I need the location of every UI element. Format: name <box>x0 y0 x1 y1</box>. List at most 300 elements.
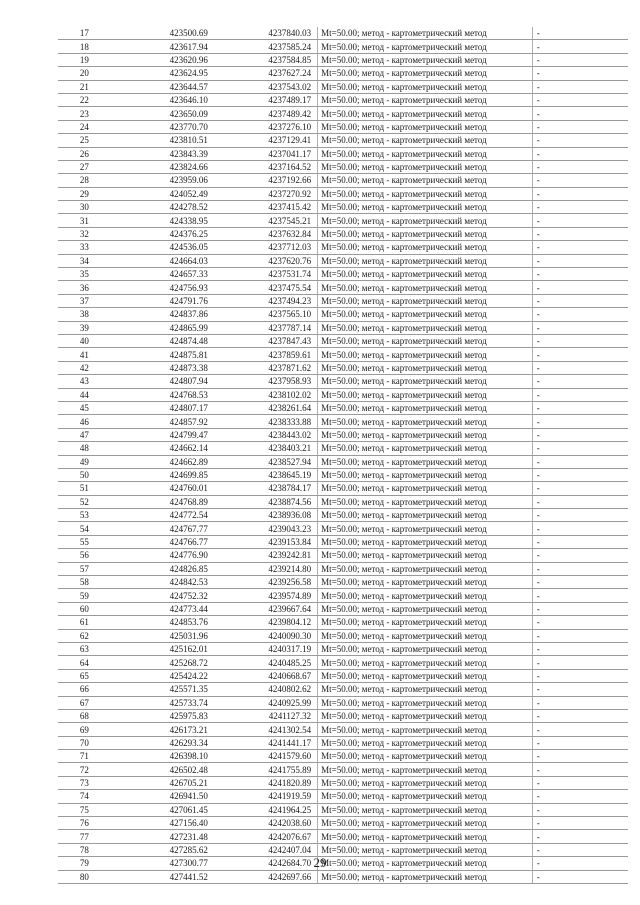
y-coordinate-cell: 4239256.58 <box>214 576 318 589</box>
point-number-cell: 45 <box>58 401 111 414</box>
table-row <box>58 589 628 602</box>
empty-value-cell: - <box>532 27 628 40</box>
empty-value-cell: - <box>532 509 628 522</box>
point-number-cell: 60 <box>58 602 111 615</box>
point-number-cell: 52 <box>58 495 111 508</box>
method-cell: Mt=50.00; метод - картометрический метод <box>318 308 533 321</box>
y-coordinate-cell: 4237787.14 <box>214 321 318 334</box>
table-row <box>58 870 628 883</box>
empty-value-cell: - <box>532 442 628 455</box>
empty-value-cell: - <box>532 669 628 682</box>
table-row <box>58 160 628 173</box>
empty-value-cell: - <box>532 576 628 589</box>
y-coordinate-cell: 4237620.76 <box>214 254 318 267</box>
method-cell: Mt=50.00; метод - картометрический метод <box>318 401 533 414</box>
point-number-cell: 48 <box>58 442 111 455</box>
empty-value-cell: - <box>532 334 628 347</box>
point-number-cell: 26 <box>58 147 111 160</box>
x-coordinate-cell: 423650.09 <box>111 107 214 120</box>
table-row <box>58 656 628 669</box>
method-cell: Mt=50.00; метод - картометрический метод <box>318 442 533 455</box>
method-cell: Mt=50.00; метод - картометрический метод <box>318 817 533 830</box>
x-coordinate-cell: 424772.54 <box>111 509 214 522</box>
table-row <box>58 535 628 548</box>
method-cell: Mt=50.00; метод - картометрический метод <box>318 415 533 428</box>
y-coordinate-cell: 4241579.60 <box>214 750 318 763</box>
y-coordinate-cell: 4237475.54 <box>214 281 318 294</box>
y-coordinate-cell: 4239153.84 <box>214 535 318 548</box>
method-cell: Mt=50.00; метод - картометрический метод <box>318 334 533 347</box>
method-cell: Mt=50.00; метод - картометрический метод <box>318 227 533 240</box>
x-coordinate-cell: 424338.95 <box>111 214 214 227</box>
method-cell: Mt=50.00; метод - картометрический метод <box>318 241 533 254</box>
y-coordinate-cell: 4240090.30 <box>214 629 318 642</box>
y-coordinate-cell: 4238261.64 <box>214 401 318 414</box>
table-row <box>58 442 628 455</box>
method-cell: Mt=50.00; метод - картометрический метод <box>318 53 533 66</box>
table-row <box>58 790 628 803</box>
empty-value-cell: - <box>532 468 628 481</box>
empty-value-cell: - <box>532 589 628 602</box>
method-cell: Mt=50.00; метод - картометрический метод <box>318 776 533 789</box>
empty-value-cell: - <box>532 268 628 281</box>
table-row <box>58 562 628 575</box>
y-coordinate-cell: 4238443.02 <box>214 428 318 441</box>
empty-value-cell: - <box>532 495 628 508</box>
empty-value-cell: - <box>532 415 628 428</box>
empty-value-cell: - <box>532 642 628 655</box>
point-number-cell: 65 <box>58 669 111 682</box>
table-row <box>58 187 628 200</box>
point-number-cell: 35 <box>58 268 111 281</box>
method-cell: Mt=50.00; метод - картометрический метод <box>318 361 533 374</box>
x-coordinate-cell: 424657.33 <box>111 268 214 281</box>
empty-value-cell: - <box>532 535 628 548</box>
y-coordinate-cell: 4237489.42 <box>214 107 318 120</box>
point-number-cell: 58 <box>58 576 111 589</box>
method-cell: Mt=50.00; метод - картометрический метод <box>318 763 533 776</box>
point-number-cell: 59 <box>58 589 111 602</box>
y-coordinate-cell: 4241127.32 <box>214 709 318 722</box>
y-coordinate-cell: 4237543.02 <box>214 80 318 93</box>
x-coordinate-cell: 426502.48 <box>111 763 214 776</box>
method-cell: Mt=50.00; метод - картометрический метод <box>318 535 533 548</box>
table-row <box>58 683 628 696</box>
empty-value-cell: - <box>532 830 628 843</box>
y-coordinate-cell: 4240668.67 <box>214 669 318 682</box>
x-coordinate-cell: 425031.96 <box>111 629 214 642</box>
x-coordinate-cell: 424873.38 <box>111 361 214 374</box>
y-coordinate-cell: 4237840.03 <box>214 27 318 40</box>
y-coordinate-cell: 4237627.24 <box>214 67 318 80</box>
table-row <box>58 120 628 133</box>
empty-value-cell: - <box>532 361 628 374</box>
empty-value-cell: - <box>532 750 628 763</box>
point-number-cell: 43 <box>58 375 111 388</box>
table-row <box>58 53 628 66</box>
method-cell: Mt=50.00; метод - картометрический метод <box>318 160 533 173</box>
point-number-cell: 22 <box>58 93 111 106</box>
y-coordinate-cell: 4242407.04 <box>214 843 318 856</box>
table-row <box>58 803 628 816</box>
x-coordinate-cell: 424756.93 <box>111 281 214 294</box>
x-coordinate-cell: 424760.01 <box>111 482 214 495</box>
empty-value-cell: - <box>532 549 628 562</box>
x-coordinate-cell: 423644.57 <box>111 80 214 93</box>
x-coordinate-cell: 423500.69 <box>111 27 214 40</box>
x-coordinate-cell: 424773.44 <box>111 602 214 615</box>
x-coordinate-cell: 423843.39 <box>111 147 214 160</box>
method-cell: Mt=50.00; метод - картометрический метод <box>318 375 533 388</box>
point-number-cell: 44 <box>58 388 111 401</box>
point-number-cell: 40 <box>58 334 111 347</box>
method-cell: Mt=50.00; метод - картометрический метод <box>318 589 533 602</box>
x-coordinate-cell: 424752.32 <box>111 589 214 602</box>
y-coordinate-cell: 4237415.42 <box>214 201 318 214</box>
table-row <box>58 629 628 642</box>
empty-value-cell: - <box>532 134 628 147</box>
y-coordinate-cell: 4241302.54 <box>214 723 318 736</box>
empty-value-cell: - <box>532 857 628 870</box>
x-coordinate-cell: 425733.74 <box>111 696 214 709</box>
table-row <box>58 348 628 361</box>
table-row <box>58 27 628 40</box>
y-coordinate-cell: 4237871.62 <box>214 361 318 374</box>
y-coordinate-cell: 4237632.84 <box>214 227 318 240</box>
empty-value-cell: - <box>532 723 628 736</box>
method-cell: Mt=50.00; метод - картометрический метод <box>318 790 533 803</box>
method-cell: Mt=50.00; метод - картометрический метод <box>318 696 533 709</box>
y-coordinate-cell: 4238102.02 <box>214 388 318 401</box>
table-row <box>58 522 628 535</box>
table-row <box>58 616 628 629</box>
table-row <box>58 736 628 749</box>
point-number-cell: 75 <box>58 803 111 816</box>
table-row <box>58 334 628 347</box>
empty-value-cell: - <box>532 776 628 789</box>
method-cell: Mt=50.00; метод - картометрический метод <box>318 656 533 669</box>
table-row <box>58 80 628 93</box>
point-number-cell: 41 <box>58 348 111 361</box>
y-coordinate-cell: 4240485.25 <box>214 656 318 669</box>
empty-value-cell: - <box>532 562 628 575</box>
table-row <box>58 147 628 160</box>
y-coordinate-cell: 4237489.17 <box>214 93 318 106</box>
point-number-cell: 21 <box>58 80 111 93</box>
point-number-cell: 57 <box>58 562 111 575</box>
method-cell: Mt=50.00; метод - картометрический метод <box>318 509 533 522</box>
x-coordinate-cell: 427156.40 <box>111 817 214 830</box>
empty-value-cell: - <box>532 67 628 80</box>
empty-value-cell: - <box>532 254 628 267</box>
x-coordinate-cell: 423959.06 <box>111 174 214 187</box>
point-number-cell: 33 <box>58 241 111 254</box>
y-coordinate-cell: 4237276.10 <box>214 120 318 133</box>
x-coordinate-cell: 424865.99 <box>111 321 214 334</box>
coordinates-table-body <box>58 27 628 884</box>
x-coordinate-cell: 424699.85 <box>111 468 214 481</box>
y-coordinate-cell: 4237041.17 <box>214 147 318 160</box>
table-row <box>58 576 628 589</box>
table-row <box>58 40 628 53</box>
point-number-cell: 61 <box>58 616 111 629</box>
x-coordinate-cell: 423617.94 <box>111 40 214 53</box>
y-coordinate-cell: 4241755.89 <box>214 763 318 776</box>
y-coordinate-cell: 4241964.25 <box>214 803 318 816</box>
method-cell: Mt=50.00; метод - картометрический метод <box>318 843 533 856</box>
method-cell: Mt=50.00; метод - картометрический метод <box>318 709 533 722</box>
x-coordinate-cell: 424842.53 <box>111 576 214 589</box>
x-coordinate-cell: 427285.62 <box>111 843 214 856</box>
empty-value-cell: - <box>532 616 628 629</box>
x-coordinate-cell: 426705.21 <box>111 776 214 789</box>
point-number-cell: 62 <box>58 629 111 642</box>
point-number-cell: 19 <box>58 53 111 66</box>
point-number-cell: 31 <box>58 214 111 227</box>
empty-value-cell: - <box>532 80 628 93</box>
y-coordinate-cell: 4237859.61 <box>214 348 318 361</box>
y-coordinate-cell: 4237494.23 <box>214 294 318 307</box>
table-row <box>58 776 628 789</box>
coordinates-table <box>58 27 628 884</box>
point-number-cell: 63 <box>58 642 111 655</box>
empty-value-cell: - <box>532 147 628 160</box>
point-number-cell: 36 <box>58 281 111 294</box>
method-cell: Mt=50.00; метод - картометрический метод <box>318 134 533 147</box>
empty-value-cell: - <box>532 241 628 254</box>
empty-value-cell: - <box>532 455 628 468</box>
method-cell: Mt=50.00; метод - картометрический метод <box>318 736 533 749</box>
point-number-cell: 53 <box>58 509 111 522</box>
method-cell: Mt=50.00; метод - картометрический метод <box>318 120 533 133</box>
point-number-cell: 34 <box>58 254 111 267</box>
y-coordinate-cell: 4237545.21 <box>214 214 318 227</box>
y-coordinate-cell: 4238784.17 <box>214 482 318 495</box>
point-number-cell: 20 <box>58 67 111 80</box>
method-cell: Mt=50.00; метод - картометрический метод <box>318 602 533 615</box>
empty-value-cell: - <box>532 803 628 816</box>
method-cell: Mt=50.00; метод - картометрический метод <box>318 388 533 401</box>
empty-value-cell: - <box>532 294 628 307</box>
method-cell: Mt=50.00; метод - картометрический метод <box>318 27 533 40</box>
table-row <box>58 134 628 147</box>
x-coordinate-cell: 423620.96 <box>111 53 214 66</box>
x-coordinate-cell: 424278.52 <box>111 201 214 214</box>
y-coordinate-cell: 4237712.03 <box>214 241 318 254</box>
method-cell: Mt=50.00; метод - картометрический метод <box>318 254 533 267</box>
table-row <box>58 321 628 334</box>
table-row <box>58 495 628 508</box>
x-coordinate-cell: 424662.14 <box>111 442 214 455</box>
point-number-cell: 68 <box>58 709 111 722</box>
method-cell: Mt=50.00; метод - картометрический метод <box>318 294 533 307</box>
y-coordinate-cell: 4238403.21 <box>214 442 318 455</box>
method-cell: Mt=50.00; метод - картометрический метод <box>318 80 533 93</box>
method-cell: Mt=50.00; метод - картометрический метод <box>318 616 533 629</box>
x-coordinate-cell: 427441.52 <box>111 870 214 883</box>
y-coordinate-cell: 4237958.93 <box>214 375 318 388</box>
table-row <box>58 468 628 481</box>
table-row <box>58 549 628 562</box>
x-coordinate-cell: 424791.76 <box>111 294 214 307</box>
y-coordinate-cell: 4238645.19 <box>214 468 318 481</box>
y-coordinate-cell: 4237565.10 <box>214 308 318 321</box>
empty-value-cell: - <box>532 696 628 709</box>
method-cell: Mt=50.00; метод - картометрический метод <box>318 214 533 227</box>
empty-value-cell: - <box>532 428 628 441</box>
method-cell: Mt=50.00; метод - картометрический метод <box>318 67 533 80</box>
x-coordinate-cell: 424536.05 <box>111 241 214 254</box>
x-coordinate-cell: 423824.66 <box>111 160 214 173</box>
method-cell: Mt=50.00; метод - картометрический метод <box>318 830 533 843</box>
method-cell: Mt=50.00; метод - картометрический метод <box>318 107 533 120</box>
x-coordinate-cell: 425571.35 <box>111 683 214 696</box>
point-number-cell: 51 <box>58 482 111 495</box>
empty-value-cell: - <box>532 522 628 535</box>
y-coordinate-cell: 4237192.66 <box>214 174 318 187</box>
point-number-cell: 24 <box>58 120 111 133</box>
method-cell: Mt=50.00; метод - картометрический метод <box>318 321 533 334</box>
point-number-cell: 27 <box>58 160 111 173</box>
method-cell: Mt=50.00; метод - картометрический метод <box>318 642 533 655</box>
empty-value-cell: - <box>532 174 628 187</box>
empty-value-cell: - <box>532 201 628 214</box>
x-coordinate-cell: 424052.49 <box>111 187 214 200</box>
method-cell: Mt=50.00; метод - картометрический метод <box>318 174 533 187</box>
y-coordinate-cell: 4239043.23 <box>214 522 318 535</box>
x-coordinate-cell: 424807.94 <box>111 375 214 388</box>
method-cell: Mt=50.00; метод - картометрический метод <box>318 482 533 495</box>
x-coordinate-cell: 424874.48 <box>111 334 214 347</box>
table-row <box>58 401 628 414</box>
x-coordinate-cell: 425162.01 <box>111 642 214 655</box>
empty-value-cell: - <box>532 160 628 173</box>
point-number-cell: 50 <box>58 468 111 481</box>
y-coordinate-cell: 4237164.52 <box>214 160 318 173</box>
point-number-cell: 67 <box>58 696 111 709</box>
x-coordinate-cell: 427231.48 <box>111 830 214 843</box>
method-cell: Mt=50.00; метод - картометрический метод <box>318 281 533 294</box>
point-number-cell: 17 <box>58 27 111 40</box>
y-coordinate-cell: 4240317.19 <box>214 642 318 655</box>
table-row <box>58 268 628 281</box>
table-row <box>58 455 628 468</box>
table-row <box>58 763 628 776</box>
x-coordinate-cell: 424857.92 <box>111 415 214 428</box>
table-row <box>58 509 628 522</box>
empty-value-cell: - <box>532 683 628 696</box>
x-coordinate-cell: 423810.51 <box>111 134 214 147</box>
empty-value-cell: - <box>532 308 628 321</box>
method-cell: Mt=50.00; метод - картометрический метод <box>318 268 533 281</box>
method-cell: Mt=50.00; метод - картометрический метод <box>318 669 533 682</box>
method-cell: Mt=50.00; метод - картометрический метод <box>318 428 533 441</box>
y-coordinate-cell: 4241919.59 <box>214 790 318 803</box>
table-row <box>58 482 628 495</box>
x-coordinate-cell: 424837.86 <box>111 308 214 321</box>
y-coordinate-cell: 4237585.24 <box>214 40 318 53</box>
table-row <box>58 214 628 227</box>
y-coordinate-cell: 4242697.66 <box>214 870 318 883</box>
point-number-cell: 37 <box>58 294 111 307</box>
table-row <box>58 375 628 388</box>
method-cell: Mt=50.00; метод - картометрический метод <box>318 495 533 508</box>
x-coordinate-cell: 423646.10 <box>111 93 214 106</box>
y-coordinate-cell: 4237584.85 <box>214 53 318 66</box>
x-coordinate-cell: 426398.10 <box>111 750 214 763</box>
point-number-cell: 32 <box>58 227 111 240</box>
method-cell: Mt=50.00; метод - картометрический метод <box>318 683 533 696</box>
point-number-cell: 79 <box>58 857 111 870</box>
x-coordinate-cell: 427061.45 <box>111 803 214 816</box>
y-coordinate-cell: 4239804.12 <box>214 616 318 629</box>
y-coordinate-cell: 4238527.94 <box>214 455 318 468</box>
table-row <box>58 241 628 254</box>
table-row <box>58 201 628 214</box>
table-row <box>58 830 628 843</box>
table-row <box>58 254 628 267</box>
y-coordinate-cell: 4241441.17 <box>214 736 318 749</box>
y-coordinate-cell: 4238333.88 <box>214 415 318 428</box>
method-cell: Mt=50.00; метод - картометрический метод <box>318 455 533 468</box>
x-coordinate-cell: 424664.03 <box>111 254 214 267</box>
point-number-cell: 55 <box>58 535 111 548</box>
table-row <box>58 294 628 307</box>
method-cell: Mt=50.00; метод - картометрический метод <box>318 562 533 575</box>
point-number-cell: 29 <box>58 187 111 200</box>
y-coordinate-cell: 4237531.74 <box>214 268 318 281</box>
x-coordinate-cell: 427300.77 <box>111 857 214 870</box>
point-number-cell: 64 <box>58 656 111 669</box>
x-coordinate-cell: 425268.72 <box>111 656 214 669</box>
table-row <box>58 709 628 722</box>
method-cell: Mt=50.00; метод - картометрический метод <box>318 348 533 361</box>
x-coordinate-cell: 424662.89 <box>111 455 214 468</box>
table-row <box>58 308 628 321</box>
x-coordinate-cell: 426173.21 <box>111 723 214 736</box>
y-coordinate-cell: 4240802.62 <box>214 683 318 696</box>
y-coordinate-cell: 4241820.89 <box>214 776 318 789</box>
point-number-cell: 46 <box>58 415 111 428</box>
method-cell: Mt=50.00; метод - картометрический метод <box>318 147 533 160</box>
method-cell: Mt=50.00; метод - картометрический метод <box>318 870 533 883</box>
point-number-cell: 54 <box>58 522 111 535</box>
y-coordinate-cell: 4237847.43 <box>214 334 318 347</box>
method-cell: Mt=50.00; метод - картометрический метод <box>318 750 533 763</box>
empty-value-cell: - <box>532 629 628 642</box>
y-coordinate-cell: 4237129.41 <box>214 134 318 147</box>
empty-value-cell: - <box>532 187 628 200</box>
x-coordinate-cell: 425424.22 <box>111 669 214 682</box>
point-number-cell: 47 <box>58 428 111 441</box>
table-row <box>58 388 628 401</box>
point-number-cell: 49 <box>58 455 111 468</box>
empty-value-cell: - <box>532 736 628 749</box>
point-number-cell: 77 <box>58 830 111 843</box>
empty-value-cell: - <box>532 53 628 66</box>
method-cell: Mt=50.00; метод - картометрический метод <box>318 201 533 214</box>
x-coordinate-cell: 424807.17 <box>111 401 214 414</box>
empty-value-cell: - <box>532 401 628 414</box>
empty-value-cell: - <box>532 40 628 53</box>
empty-value-cell: - <box>532 375 628 388</box>
point-number-cell: 72 <box>58 763 111 776</box>
table-row <box>58 696 628 709</box>
empty-value-cell: - <box>532 120 628 133</box>
point-number-cell: 39 <box>58 321 111 334</box>
x-coordinate-cell: 424767.77 <box>111 522 214 535</box>
table-row <box>58 817 628 830</box>
